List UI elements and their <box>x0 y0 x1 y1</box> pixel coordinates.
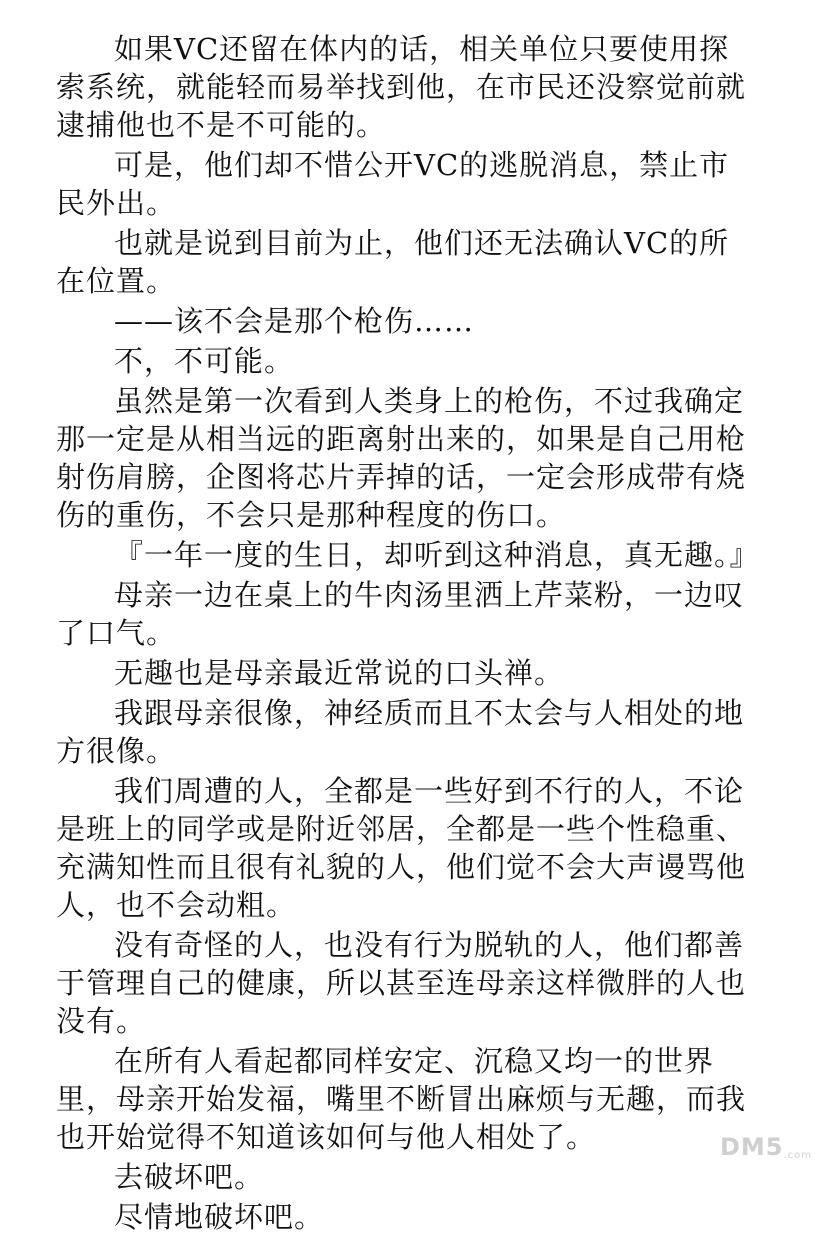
paragraph: 母亲一边在桌上的牛肉汤里洒上芹菜粉，一边叹了口气。 <box>56 578 745 650</box>
paragraph: 尽情地破坏吧。 <box>114 1200 325 1234</box>
paragraph: 无趣也是母亲最近常说的口头禅。 <box>114 656 565 690</box>
paragraph: 我们周遭的人，全都是一些好到不行的人，不论是班上的同学或是附近邻居，全都是一些个性稳重、充满知性而且很有礼貌的人，他们觉不会大声谩骂他人，也不会动粗。 <box>56 774 747 922</box>
paragraph: 我跟母亲很像，神经质而且不太会与人相处的地方很像。 <box>56 696 745 768</box>
paragraph: 没有奇怪的人，也没有行为脱轨的人，他们都善于管理自己的健康，所以甚至连母亲这样微胖的人也没有。 <box>56 928 747 1038</box>
paragraph: 去破坏吧。 <box>114 1160 265 1194</box>
paragraph: 也就是说到目前为止，他们还无法确认VC的所在位置。 <box>56 226 730 298</box>
watermark-text: DM5 <box>719 1133 784 1161</box>
paragraph: 在所有人看起都同样安定、沉稳又均一的世界里，母亲开始发福，嘴里不断冒出麻烦与无趣，而我也开始觉得不知道该如何与他人相处了。 <box>56 1044 747 1154</box>
paragraph: 不，不可能。 <box>114 344 295 378</box>
paragraph: 可是，他们却不惜公开VC的逃脱消息，禁止市民外出。 <box>56 148 730 220</box>
paragraph: ——该不会是那个枪伤…… <box>114 304 475 338</box>
paragraph: 虽然是第一次看到人类身上的枪伤，不过我确定那一定是从相当远的距离射出来的，如果是自己用枪射伤肩膀，企图将芯片弄掉的话，一定会形成带有烧伤的重伤，不会只是那种程度的伤口。 <box>56 384 747 532</box>
paragraph: 『一年一度的生日，却听到这种消息，真无趣。』 <box>114 538 760 572</box>
novel-page <box>56 30 760 1238</box>
site-watermark <box>720 1133 812 1161</box>
paragraph: 如果VC还留在体内的话，相关单位只要使用探索系统，就能轻而易举找到他，在市民还没察觉前就逮捕他也不是不可能的。 <box>56 32 747 142</box>
watermark-suffix: .com <box>783 1150 812 1161</box>
